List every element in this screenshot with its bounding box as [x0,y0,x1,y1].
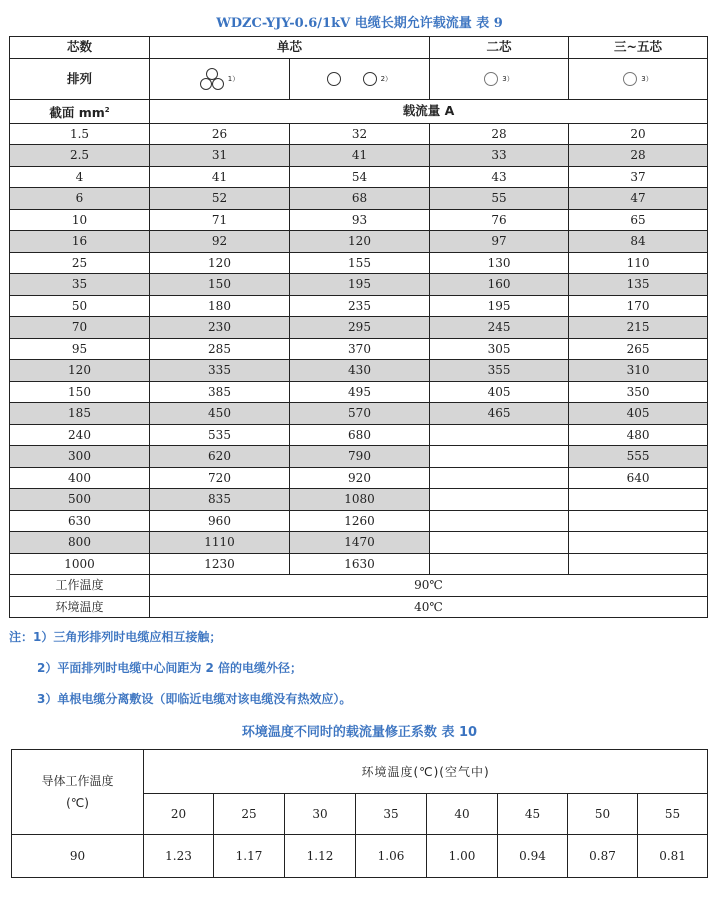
ampacity-cell: 52 [150,188,290,210]
conductor-temp-label: 导体工作温度 [41,774,114,788]
ambient-temp-value: 40℃ [150,596,708,618]
table-row [10,424,708,446]
row-conductor-temp: 90 [12,835,144,878]
ampacity-cell: 31 [150,145,290,167]
cross-section-cell: 95 [10,338,150,360]
cross-section-cell: 120 [10,360,150,382]
correction-factor-table [11,749,708,878]
ambient-temp-cell: 30 [285,794,356,835]
header-single-core: 单芯 [150,37,430,59]
ampacity-cell [430,424,569,446]
table-row [10,553,708,575]
ampacity-cell: 835 [150,489,290,511]
ampacity-cell: 1110 [150,532,290,554]
table-row [10,467,708,489]
ampacity-cell [430,467,569,489]
ampacity-cell: 920 [290,467,430,489]
table-row [10,489,708,511]
ampacity-cell: 960 [150,510,290,532]
ampacity-cell [430,553,569,575]
cross-section-cell: 150 [10,381,150,403]
ampacity-cell: 155 [290,252,430,274]
footnote-3-marker: 3） [641,74,653,83]
three-five-core-arrangement-cell [569,58,708,99]
trefoil-cables-icon [200,68,224,90]
table10-title: 环境温度不同时的载流量修正系数 表 10 [241,725,478,740]
ampacity-cell: 170 [569,295,708,317]
working-temp-label: 工作温度 [10,575,150,597]
ampacity-cell: 535 [150,424,290,446]
table-row [10,338,708,360]
ampacity-table [9,36,708,618]
ampacity-cell: 405 [430,381,569,403]
cross-section-cell: 2.5 [10,145,150,167]
ampacity-cell: 1630 [290,553,430,575]
ampacity-cell: 285 [150,338,290,360]
correction-factor-cell: 1.06 [356,835,427,878]
correction-factor-cell: 0.87 [568,835,638,878]
ampacity-cell: 130 [430,252,569,274]
ampacity-cell [569,510,708,532]
ampacity-cell: 150 [150,274,290,296]
cross-section-cell: 1.5 [10,123,150,145]
trefoil-arrangement-cell [150,58,290,99]
ampacity-cell: 41 [150,166,290,188]
working-temp-value: 90℃ [150,575,708,597]
ampacity-cell: 180 [150,295,290,317]
t10-header-row [12,750,708,794]
ampacity-cell: 92 [150,231,290,253]
ampacity-cell: 84 [569,231,708,253]
note-2: 2）平面排列时电缆中心间距为 2 倍的电缆外径； [37,661,303,675]
cross-section-cell: 16 [10,231,150,253]
ampacity-cell [569,553,708,575]
cross-section-cell: 800 [10,532,150,554]
ampacity-cell: 1470 [290,532,430,554]
ambient-temp-header: 环境温度(℃)(空气中) [144,750,708,794]
ampacity-cell: 405 [569,403,708,425]
flat-arrangement-cell [290,58,430,99]
header-cross-section: 截面 $mm^2$ [10,99,150,123]
ampacity-cell: 370 [290,338,430,360]
ampacity-cell: 1080 [290,489,430,511]
ampacity-cell: 430 [290,360,430,382]
ampacity-cell: 355 [430,360,569,382]
header-current-capacity: 载流量 A [150,99,708,123]
ampacity-cell: 1260 [290,510,430,532]
ampacity-cell: 43 [430,166,569,188]
cross-section-cell: 185 [10,403,150,425]
cross-section-cell: 35 [10,274,150,296]
ampacity-cell: 26 [150,123,290,145]
header-two-core: 二芯 [430,37,569,59]
ampacity-cell: 120 [290,231,430,253]
ampacity-cell: 1230 [150,553,290,575]
ampacity-cell: 195 [430,295,569,317]
ambient-temp-cell: 45 [498,794,568,835]
table-row [10,510,708,532]
header-cores: 芯数 [10,37,150,59]
ampacity-cell: 245 [430,317,569,339]
cross-section-cell: 630 [10,510,150,532]
ambient-temp-cell: 25 [214,794,285,835]
ampacity-cell: 310 [569,360,708,382]
ambient-temp-cell: 55 [638,794,708,835]
table-row [10,188,708,210]
table9-title: WDZC-YJY-0.6/1kV 电缆长期允许载流量 表 9 [216,16,503,31]
ampacity-cell: 480 [569,424,708,446]
ampacity-cell: 720 [150,467,290,489]
single-cable-icon [623,72,637,86]
ampacity-cell: 20 [569,123,708,145]
conductor-temp-header [12,750,144,835]
table-row [10,166,708,188]
ampacity-cell: 37 [569,166,708,188]
ampacity-cell: 54 [290,166,430,188]
factors-row [12,835,708,878]
header-arrangement: 排列 [10,58,150,99]
cross-section-cell: 240 [10,424,150,446]
ampacity-cell: 28 [569,145,708,167]
ampacity-cell: 160 [430,274,569,296]
footnote-3-marker: 3） [502,74,514,83]
ambient-temp-cell: 35 [356,794,427,835]
ampacity-cell [430,532,569,554]
header-row-arrangement [10,58,708,99]
ampacity-cell: 450 [150,403,290,425]
ampacity-cell: 93 [290,209,430,231]
ampacity-cell: 120 [150,252,290,274]
ampacity-cell: 235 [290,295,430,317]
cross-section-cell: 300 [10,446,150,468]
cross-section-cell: 70 [10,317,150,339]
ampacity-cell: 495 [290,381,430,403]
ambient-temp-row [10,596,708,618]
correction-factor-cell: 1.17 [214,835,285,878]
cross-section-cell: 6 [10,188,150,210]
ampacity-cell: 41 [290,145,430,167]
cross-section-cell: 50 [10,295,150,317]
ampacity-cell: 65 [569,209,708,231]
ampacity-cell: 640 [569,467,708,489]
ampacity-cell: 790 [290,446,430,468]
flat-cable-left-icon [327,72,341,86]
ambient-temp-cell: 40 [427,794,498,835]
two-core-arrangement-cell [430,58,569,99]
cross-section-cell: 4 [10,166,150,188]
correction-factor-cell: 0.81 [638,835,708,878]
header-row-section [10,99,708,123]
ambient-temp-label: 环境温度 [10,596,150,618]
table-row [10,532,708,554]
correction-factor-cell: 1.12 [285,835,356,878]
conductor-temp-unit: (℃) [66,796,89,810]
ampacity-cell: 465 [430,403,569,425]
ampacity-cell [430,510,569,532]
ampacity-cell: 68 [290,188,430,210]
single-cable-icon [484,72,498,86]
table-row [10,123,708,145]
ampacity-cell: 135 [569,274,708,296]
table-row [10,403,708,425]
ambient-temp-cell: 50 [568,794,638,835]
ampacity-cell: 265 [569,338,708,360]
ambient-temp-cell: 20 [144,794,214,835]
ampacity-cell: 71 [150,209,290,231]
ampacity-cell: 350 [569,381,708,403]
table-row [10,360,708,382]
ampacity-cell: 55 [430,188,569,210]
ampacity-cell: 680 [290,424,430,446]
ampacity-cell: 110 [569,252,708,274]
cross-section-cell: 500 [10,489,150,511]
ampacity-cell: 195 [290,274,430,296]
table-row [10,209,708,231]
header-row-cores [10,37,708,59]
ampacity-cell: 335 [150,360,290,382]
cross-section-cell: 25 [10,252,150,274]
correction-factor-cell: 1.00 [427,835,498,878]
ampacity-table-body [10,37,708,618]
ampacity-cell: 76 [430,209,569,231]
table-row [10,295,708,317]
table-row [10,317,708,339]
table-row [10,145,708,167]
ampacity-cell [569,489,708,511]
ampacity-cell: 215 [569,317,708,339]
ampacity-cell: 295 [290,317,430,339]
cross-section-cell: 400 [10,467,150,489]
ampacity-cell: 570 [290,403,430,425]
ampacity-cell [430,489,569,511]
footnote-2-marker: 2） [380,74,393,83]
ampacity-cell: 97 [430,231,569,253]
footnote-1-marker: 1） [227,74,240,83]
ampacity-cell: 230 [150,317,290,339]
note-1: 注：1）三角形排列时电缆应相互接触； [9,630,222,644]
header-three-five-core: 三~五芯 [569,37,708,59]
ampacity-cell: 47 [569,188,708,210]
ampacity-cell [430,446,569,468]
cross-section-cell: 10 [10,209,150,231]
correction-factor-cell: 1.23 [144,835,214,878]
table-row [10,252,708,274]
table-row [10,381,708,403]
ampacity-cell [569,532,708,554]
correction-factor-cell: 0.94 [498,835,568,878]
ampacity-cell: 28 [430,123,569,145]
note-3: 3）单根电缆分离敷设（即临近电缆对该电缆没有热效应）。 [37,692,352,706]
table-row [10,446,708,468]
working-temp-row [10,575,708,597]
table-row [10,274,708,296]
ampacity-cell: 305 [430,338,569,360]
cross-section-cell: 1000 [10,553,150,575]
flat-cable-right-icon [363,72,377,86]
ampacity-cell: 385 [150,381,290,403]
ampacity-cell: 33 [430,145,569,167]
ampacity-cell: 555 [569,446,708,468]
ampacity-cell: 620 [150,446,290,468]
table-row [10,231,708,253]
ampacity-cell: 32 [290,123,430,145]
